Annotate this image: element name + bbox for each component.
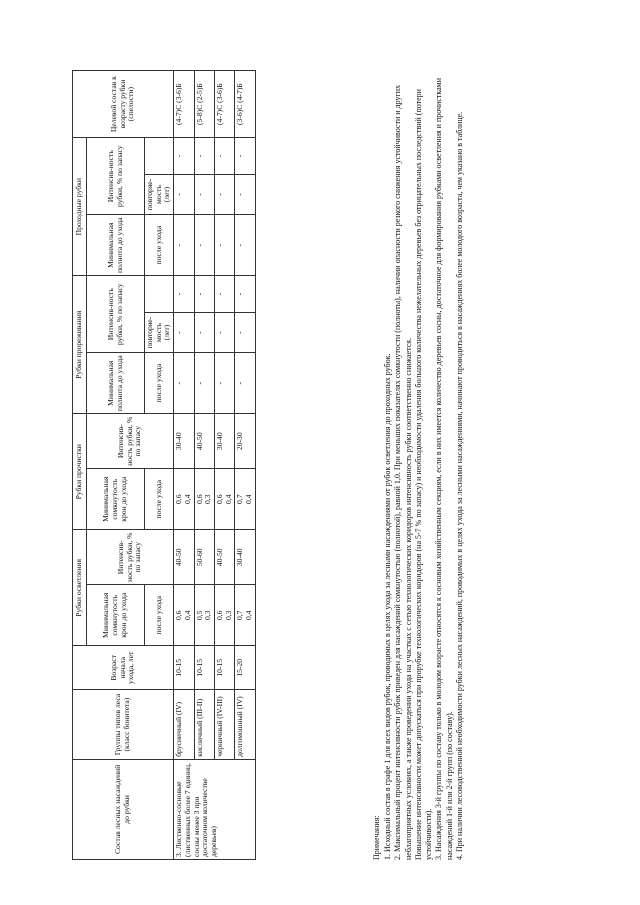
prh-repeat: повторяе-мость (лет) <box>145 174 174 214</box>
pro-intensity: Интенсив-ность рубки, % по запасу <box>87 414 174 469</box>
target-cell: (4-7)С (3-6)Б <box>174 71 194 138</box>
closure-after: 0,4 <box>182 610 192 621</box>
pro-closure-cell <box>174 469 194 530</box>
age-cell: 10-15 <box>174 646 194 690</box>
col-target: Целевой состав к возрасту рубки (спелости) <box>73 71 174 138</box>
closure-before: 0,5 <box>194 610 204 621</box>
col-forest-type: Группы типов леса (класс бонитета) <box>73 690 174 760</box>
target-cell: (5-8)С (2-5)Б <box>194 71 214 138</box>
closure-after: 0,3 <box>223 610 233 621</box>
table-row <box>235 71 255 860</box>
prr-density-cell: - <box>174 353 194 414</box>
pro-closure-cell <box>235 469 255 530</box>
closure-after: 0,4 <box>182 494 192 504</box>
prh-after: после ухода <box>145 215 174 276</box>
prr-repeat-cell: - <box>174 276 194 313</box>
prh-min-density: Минимальная полнота до ухода <box>87 215 145 276</box>
closure-before: 0,6 <box>174 494 184 504</box>
closure-before: 0,7 <box>235 610 245 621</box>
osv-closure-cell <box>174 585 194 646</box>
closure-after: 0,4 <box>244 610 254 621</box>
osv-closure-cell <box>235 585 255 646</box>
prr-after: после ухода <box>145 353 174 414</box>
prr-intensity-cell: - <box>174 312 194 352</box>
prr-repeat-cell: - <box>235 276 255 313</box>
closure-before: 0,6 <box>174 610 184 621</box>
care-felling-table <box>72 70 256 860</box>
prr-min-density: Минимальная полнота до ухода <box>87 353 145 414</box>
target-cell: (3-6)С (4-7)Б <box>235 71 255 138</box>
pro-intensity-cell: 30-40 <box>174 414 194 469</box>
prr-density-cell: - <box>215 353 235 414</box>
osv-intensity-cell: 30-40 <box>235 530 255 585</box>
pro-closure-cell <box>215 469 235 530</box>
prh-density-cell: - <box>194 215 214 276</box>
osv-intensity-cell: 50-60 <box>194 530 214 585</box>
pro-intensity-cell: 30-40 <box>215 414 235 469</box>
col-age: Возраст начала ухода, лет <box>73 646 174 690</box>
osv-after: после ухода <box>145 585 174 646</box>
prh-intensity-cell: - <box>215 174 235 214</box>
prr-density-cell: - <box>235 353 255 414</box>
prh-density-cell: - <box>235 215 255 276</box>
prr-intensity-cell: - <box>215 312 235 352</box>
prh-intensity-cell: - <box>194 174 214 214</box>
prr-repeat-cell: - <box>215 276 235 313</box>
group-prochistki: Рубки прочистки <box>73 414 87 530</box>
prh-intensity: Интенсив-ность рубки, % по запасу <box>87 138 145 215</box>
prr-repeat-2 <box>145 276 174 313</box>
osv-closure-cell <box>194 585 214 646</box>
prr-repeat: повторяе-мость (лет) <box>145 312 174 352</box>
forest-type-cell: черничный (IV-III) <box>215 690 235 760</box>
closure-before: 0,7 <box>235 494 245 504</box>
forest-type-cell: кисличный (III-II) <box>194 690 214 760</box>
note-4: 4. При наличии лесоводственной необходимости рубки лесных насаждений, проводимых в целях ухода за лесными насаждениями, начинают проводиться в насаждениях более молодого возраста, чем указано в таблице. <box>454 111 464 860</box>
prr-intensity-cell: - <box>194 312 214 352</box>
closure-before: 0,6 <box>194 494 204 504</box>
pro-min-closure: Минимальная сомкнутость крон до ухода <box>87 469 145 530</box>
target-cell: (4-7)С (3-6)Б <box>215 71 235 138</box>
closure-before: 0,6 <box>215 610 225 621</box>
table-row <box>194 71 214 860</box>
prh-intensity-cell: - <box>174 174 194 214</box>
note-2: 2. Максимальный процент интенсивности рубок приведен для насаждений сомкнутостью (полнотой), равной 1,0. При меньших показателях сомкнутости (полноты), наличии опасности резкого снижения устойчивости и других неблагоприятных условиях, а также проведении ухода на участках с сетью технологических коридоров интенсивность рубки соответственно снижается. <box>393 84 413 860</box>
group-prohodnye: Проходные рубки <box>73 138 87 276</box>
note-2b: Повышение интенсивности может допускаться при прорубке технологических коридоров (на 5-7 % по запасу) и необходимости удаления большого количества нежелательных деревьев без отрицательных последствий (потери устойчивости). <box>413 89 434 860</box>
notes-block <box>372 60 465 860</box>
table-row <box>174 71 194 860</box>
prh-repeat-cell: - <box>215 138 235 175</box>
prr-repeat-cell: - <box>194 276 214 313</box>
osv-intensity-cell: 40-50 <box>215 530 235 585</box>
closure-after: 0,3 <box>203 494 213 504</box>
prr-intensity: Интенсив-ность рубки, % по запасу <box>87 276 145 353</box>
col-composition: Состав лесных насаждений до рубки <box>73 759 174 859</box>
prr-intensity-cell: - <box>235 312 255 352</box>
forest-type-cell: брусничный (IV) <box>174 690 194 760</box>
prh-intensity-cell: - <box>235 174 255 214</box>
closure-after: 0,3 <box>203 610 213 621</box>
age-cell: 10-15 <box>215 646 235 690</box>
prh-repeat-cell: - <box>174 138 194 175</box>
osv-closure-cell <box>215 585 235 646</box>
pro-closure-cell <box>194 469 214 530</box>
age-cell: 15-20 <box>235 646 255 690</box>
osv-min-closure: Минимальная сомкнутость крон до ухода <box>87 585 145 646</box>
osv-intensity-cell: 40-50 <box>174 530 194 585</box>
age-cell: 10-15 <box>194 646 214 690</box>
prh-repeat-cell: - <box>235 138 255 175</box>
note-3: 3. Насаждения 3-й группы по составу только в молодом возрасте относятся к сосновым хозяйственным секциям, если в них имеется количество деревьев сосны, достаточное для формирования рубками осветления и прочистками насаждений 1-й или 2-й групп (по составу). <box>434 77 454 860</box>
notes-title: Примечания: <box>372 815 381 860</box>
pro-intensity-cell: 40-50 <box>194 414 214 469</box>
forest-type-cell: долгомошный (IV) <box>235 690 255 760</box>
closure-before: 0,6 <box>215 494 225 504</box>
prr-density-cell: - <box>194 353 214 414</box>
pro-after: после ухода <box>145 469 174 530</box>
group-osvetlenie: Рубки осветления <box>73 530 87 646</box>
table-row <box>215 71 235 860</box>
composition-cell: 3. Лиственно-сосновые (лиственных более 7 единиц, сосны менее 3 при достаточном количестве деревьев) <box>174 759 256 859</box>
closure-after: 0,4 <box>244 494 254 504</box>
prh-density-cell: - <box>215 215 235 276</box>
pro-intensity-cell: 20-30 <box>235 414 255 469</box>
group-prorezhivanie: Рубки прореживания <box>73 276 87 414</box>
prh-repeat-2 <box>145 138 174 175</box>
note-1: 1. Исходный состав в графе 1 для всех видов рубок, проводимых в целях ухода за лесными насаждениями от рубок осветления до проходных рубок. <box>383 353 393 860</box>
osv-intensity: Интенсив-ность рубки, % по запасу <box>87 530 174 585</box>
closure-after: 0,4 <box>223 494 233 504</box>
prh-density-cell: - <box>174 215 194 276</box>
prh-repeat-cell: - <box>194 138 214 175</box>
